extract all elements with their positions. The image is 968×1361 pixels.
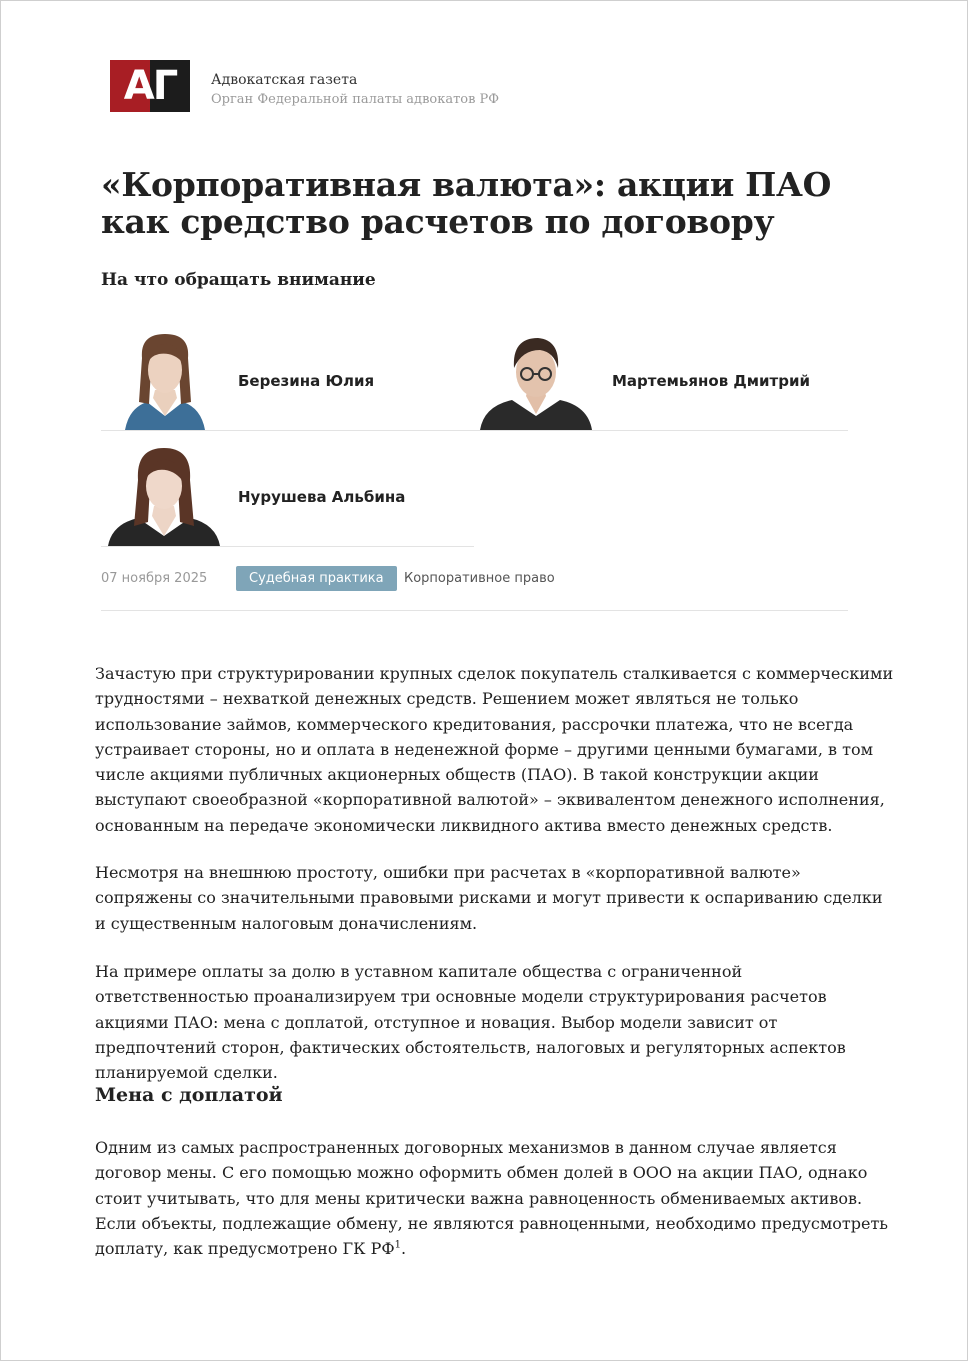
article-title: «Корпоративная валюта»: акции ПАО как средство расчетов по договору — [101, 165, 832, 241]
author-card[interactable] — [101, 446, 475, 546]
article-paragraph: Зачастую при структурировании крупных сделок покупатель сталкивается с коммерческими трудностями – нехваткой денежных средств. Решением может являться не только использование займов, коммерческого кредитования, рассрочки платежа, что не всегда устраивает стороны, но и оплата в неденежной форме – другими ценными бумагами, в том числе акциями публичных акционерных обществ (ПАО). В такой конструкции акции выступают своеобразной «корпоративной валютой» – эквивалентом денежного исполнения, основанным на передаче экономически ликвидного актива вместо денежных средств. — [95, 664, 894, 835]
category-link[interactable]: Корпоративное право — [404, 571, 555, 586]
author-name[interactable]: Березина Юлия — [238, 372, 375, 390]
section-paragraph-text: Одним из самых распространенных договорных механизмов в данном случае является договор мены. С его помощью можно оформить обмен долей в ООО на акции ПАО, однако стоит учитывать, что для мены критически важна равноценность обмениваемых активов. Если объекты, подлежащие обмену, не являются равноценными, необходимо предусмотреть доплату, как предусмотрено ГК РФ — [95, 1138, 889, 1259]
author-name[interactable]: Мартемьянов Дмитрий — [612, 372, 810, 390]
author-name[interactable]: Нурушева Альбина — [238, 488, 406, 506]
footnote-ref[interactable]: 1 — [394, 1239, 402, 1251]
article-paragraph: На примере оплаты за долю в уставном капитале общества с ограниченной ответственностью проанализируем три основные модели структурирования расчетов акциями ПАО: мена с доплатой, отступное и новация. Выбор модели зависит от предпочтений сторон, фактических обстоятельств, налоговых и регуляторных аспектов планируемой сделки. — [95, 962, 846, 1083]
author-photo — [115, 330, 215, 430]
logo-letters: АГ — [123, 63, 177, 109]
author-card[interactable] — [101, 330, 475, 430]
publish-date: 07 ноября 2025 — [101, 571, 208, 586]
author-photo — [108, 446, 220, 546]
section-heading: Мена с доплатой — [95, 1084, 283, 1106]
author-card[interactable] — [475, 330, 849, 430]
publication-name[interactable]: Адвокатская газета — [211, 72, 358, 88]
authors-divider — [101, 546, 474, 547]
publication-subtitle: Орган Федеральной палаты адвокатов РФ — [211, 92, 500, 107]
author-photo — [480, 330, 592, 430]
meta-divider — [101, 610, 848, 611]
article-subtitle: На что обращать внимание — [101, 270, 376, 290]
publication-logo[interactable] — [110, 60, 190, 112]
article-paragraph: Несмотря на внешнюю простоту, ошибки при расчетах в «корпоративной валюте» сопряжены со значительными правовыми рисками и могут привести к оспариванию сделки и существенным налоговым доначислениям. — [95, 863, 883, 933]
authors-divider — [101, 430, 848, 431]
article-paragraph: Одним из самых распространенных договорных механизмов в данном случае является договор мены. С его помощью можно оформить обмен долей в ООО на акции ПАО, однако стоит учитывать, что для мены критически важна равноценность обмениваемых активов. Если объекты, подлежащие обмену, не являются равноценными, необходимо предусмотреть доплату, как предусмотрено ГК $РФ^1$. — [95, 1138, 889, 1259]
rubric-tag[interactable]: Судебная практика — [236, 566, 397, 591]
